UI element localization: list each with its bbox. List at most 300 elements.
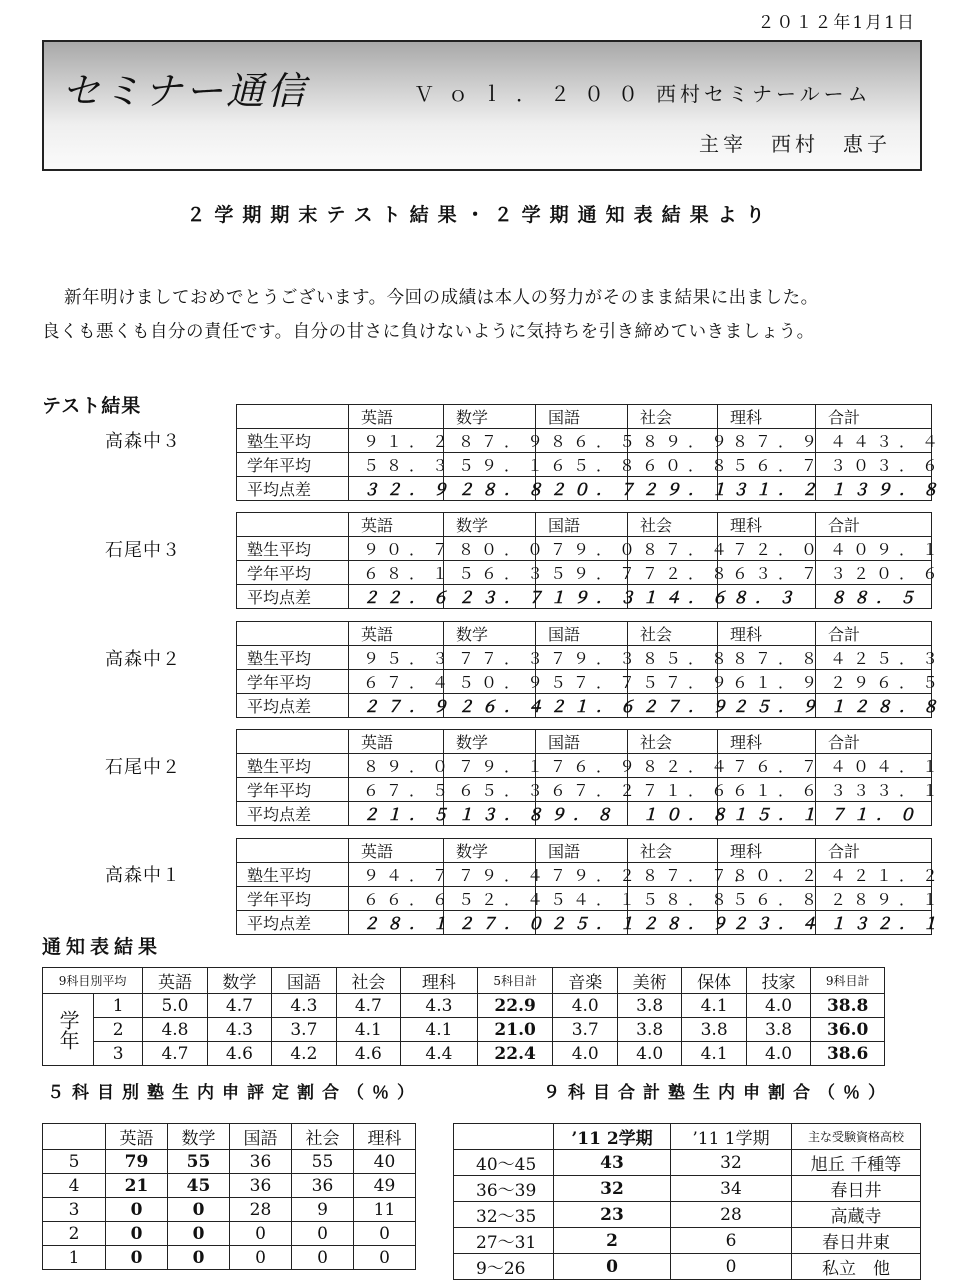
average-cell: 3.8	[617, 1018, 681, 1042]
previous-ratio: 6	[671, 1228, 792, 1254]
score-cell: ５８．３	[349, 453, 444, 477]
average-cell: 3.7	[272, 1018, 336, 1042]
school-name: 高森中１	[105, 865, 181, 886]
table-row	[43, 1174, 416, 1198]
score-cell: ８７．４	[628, 537, 718, 561]
score-cell: ７２．８	[628, 561, 718, 585]
report-column-header: 社会	[336, 968, 400, 994]
subject-header: 合計	[816, 513, 932, 537]
score-cell: ６６．６	[349, 887, 444, 911]
score-difference: ２７．０	[444, 911, 536, 935]
table-header-row	[237, 622, 932, 646]
table-row	[454, 1254, 921, 1280]
test-result-table	[236, 621, 946, 718]
ratio-cell: 45	[168, 1174, 230, 1198]
grade-number: 2	[94, 1018, 143, 1042]
score-cell: ８０．２	[718, 863, 816, 887]
report-column-header: 保体	[682, 968, 746, 994]
current-ratio: 0	[554, 1254, 671, 1280]
score-cell: ８９．０	[349, 754, 444, 778]
subject-header: 英語	[349, 622, 444, 646]
ratio-cell: 28	[230, 1198, 292, 1222]
average-cell: 36.0	[811, 1018, 885, 1042]
average-cell: 4.1	[682, 1042, 746, 1066]
score-difference: ９．８	[536, 802, 628, 826]
table-row	[43, 994, 885, 1018]
report-column-header: 美術	[617, 968, 681, 994]
score-difference: ３２．９	[349, 477, 444, 501]
subject-header: 理科	[718, 405, 816, 429]
average-cell: 4.1	[336, 1018, 400, 1042]
ratio9-column-header: ’11 2学期	[554, 1124, 671, 1150]
row-label: 学年平均	[237, 887, 349, 911]
target-school: 春日井東	[792, 1228, 921, 1254]
header-corner	[237, 513, 349, 537]
table-row	[454, 1176, 921, 1202]
average-cell: 4.7	[207, 994, 271, 1018]
headline: ２学期期末テスト結果・２学期通知表結果より	[186, 204, 774, 226]
school-name: 高森中２	[105, 649, 181, 670]
target-school: 私立 他	[792, 1254, 921, 1280]
row-label: 塾生平均	[237, 429, 349, 453]
table-header-row	[43, 968, 885, 994]
subject-header: 国語	[536, 839, 628, 863]
table-row	[237, 646, 932, 670]
score-cell: ６０．８	[628, 453, 718, 477]
average-cell: 4.4	[401, 1042, 478, 1066]
table-row	[237, 585, 932, 609]
average-cell: 3.8	[617, 994, 681, 1018]
score-cell: ６５．８	[536, 453, 628, 477]
score-cell: ９５．３	[349, 646, 444, 670]
report-column-header: 理科	[401, 968, 478, 994]
row-label: 塾生平均	[237, 646, 349, 670]
score-difference: ２８．１	[349, 911, 444, 935]
report-card-table	[42, 967, 885, 1066]
score-cell: ７２．０	[718, 537, 816, 561]
row-label: 学年平均	[237, 670, 349, 694]
rank-cell: 2	[43, 1222, 106, 1246]
score-difference: １９．３	[536, 585, 628, 609]
average-cell: 4.7	[336, 994, 400, 1018]
score-difference: ２１．５	[349, 802, 444, 826]
row-label: 塾生平均	[237, 754, 349, 778]
score-cell: ６３．７	[718, 561, 816, 585]
ratio-cell: 0	[230, 1246, 292, 1270]
average-cell: 22.9	[477, 994, 553, 1018]
score-cell: ８５．８	[628, 646, 718, 670]
score-cell: ２９６．５	[816, 670, 932, 694]
ratio5-table	[42, 1123, 416, 1270]
grade-label: 学年	[43, 994, 94, 1066]
subject-header: 合計	[816, 405, 932, 429]
test-results-heading: テスト結果	[42, 395, 142, 417]
table-row	[454, 1202, 921, 1228]
table-row	[237, 477, 932, 501]
table-row	[454, 1228, 921, 1254]
score-cell: ６７．５	[349, 778, 444, 802]
score-difference: ２３．７	[444, 585, 536, 609]
table-row	[237, 887, 932, 911]
grade-number: 3	[94, 1042, 143, 1066]
score-difference: ８８．５	[816, 585, 932, 609]
report-column-header: 国語	[272, 968, 336, 994]
score-cell: ８７．９	[718, 429, 816, 453]
average-cell: 4.3	[207, 1018, 271, 1042]
score-cell: ２８９．１	[816, 887, 932, 911]
score-difference: ２７．９	[349, 694, 444, 718]
table-header-row	[454, 1124, 921, 1150]
score-cell: ４４３．４	[816, 429, 932, 453]
score-cell: ７７．３	[444, 646, 536, 670]
table-row	[237, 429, 932, 453]
score-cell: ５７．７	[536, 670, 628, 694]
score-cell: ７９．３	[536, 646, 628, 670]
subject-header: 理科	[718, 839, 816, 863]
score-cell: ５４．１	[536, 887, 628, 911]
average-cell: 4.0	[553, 1042, 617, 1066]
ratio9-heading: ９科目合計塾生内申割合（％）	[543, 1083, 893, 1103]
subject-header: 合計	[816, 730, 932, 754]
ratio5-column-header: 社会	[292, 1124, 354, 1150]
score-difference: ２８．９	[628, 911, 718, 935]
score-difference: １３．８	[444, 802, 536, 826]
score-difference: ２５．９	[718, 694, 816, 718]
ratio9-column-header: 主な受験資格高校	[792, 1124, 921, 1150]
average-cell: 3.8	[746, 1018, 810, 1042]
score-range: 40～45	[454, 1150, 554, 1176]
report-column-header: 音楽	[553, 968, 617, 994]
ratio5-column-header: 理科	[354, 1124, 416, 1150]
table-row	[237, 561, 932, 585]
ratio-cell: 0	[354, 1246, 416, 1270]
ratio-cell: 0	[106, 1246, 168, 1270]
ratio-cell: 36	[230, 1150, 292, 1174]
score-cell: ８０．０	[444, 537, 536, 561]
subject-header: 国語	[536, 405, 628, 429]
subject-header: 数学	[444, 839, 536, 863]
average-cell: 4.2	[272, 1042, 336, 1066]
subject-header: 英語	[349, 730, 444, 754]
score-difference: １２８．８	[816, 694, 932, 718]
average-cell: 4.3	[272, 994, 336, 1018]
ratio-cell: 0	[354, 1222, 416, 1246]
average-cell: 4.0	[553, 994, 617, 1018]
score-cell: ３２０．６	[816, 561, 932, 585]
score-cell: ９０．７	[349, 537, 444, 561]
average-cell: 4.0	[617, 1042, 681, 1066]
score-cell: ６１．９	[718, 670, 816, 694]
subject-header: 国語	[536, 513, 628, 537]
table-row	[237, 802, 932, 826]
average-cell: 4.6	[207, 1042, 271, 1066]
average-cell: 3.8	[682, 1018, 746, 1042]
table-header-row	[237, 839, 932, 863]
score-difference: ２８．８	[444, 477, 536, 501]
report-column-header: 5科目計	[477, 968, 553, 994]
table-header-row	[237, 730, 932, 754]
average-cell: 3.7	[553, 1018, 617, 1042]
row-label: 平均点差	[237, 477, 349, 501]
score-range: 27～31	[454, 1228, 554, 1254]
school-name: 石尾中３	[105, 540, 181, 561]
average-cell: 38.8	[811, 994, 885, 1018]
score-cell: ７９．２	[536, 863, 628, 887]
rank-cell: 4	[43, 1174, 106, 1198]
score-cell: ６７．４	[349, 670, 444, 694]
row-label: 塾生平均	[237, 863, 349, 887]
score-range: 36～39	[454, 1176, 554, 1202]
subject-header: 合計	[816, 839, 932, 863]
subject-header: 国語	[536, 622, 628, 646]
score-cell: ５６．８	[718, 887, 816, 911]
score-cell: ８７．８	[718, 646, 816, 670]
target-school: 旭丘 千種等	[792, 1150, 921, 1176]
score-difference: ２７．９	[628, 694, 718, 718]
table-row	[237, 670, 932, 694]
table-row	[43, 1150, 416, 1174]
score-difference: ２２．６	[349, 585, 444, 609]
score-cell: ５６．３	[444, 561, 536, 585]
score-difference: ２１．６	[536, 694, 628, 718]
header-corner	[237, 405, 349, 429]
score-cell: ８２．４	[628, 754, 718, 778]
previous-ratio: 0	[671, 1254, 792, 1280]
school-name: 高森中３	[105, 431, 181, 452]
score-cell: ５９．７	[536, 561, 628, 585]
average-cell: 4.1	[682, 994, 746, 1018]
table-row	[237, 863, 932, 887]
previous-ratio: 28	[671, 1202, 792, 1228]
ratio-cell: 0	[168, 1198, 230, 1222]
ratio5-column-header: 数学	[168, 1124, 230, 1150]
ratio-cell: 0	[106, 1222, 168, 1246]
report-column-header: 技家	[746, 968, 810, 994]
target-school: 春日井	[792, 1176, 921, 1202]
ratio-cell: 9	[292, 1198, 354, 1222]
ratio-cell: 0	[230, 1222, 292, 1246]
subject-header: 数学	[444, 513, 536, 537]
average-cell: 4.3	[401, 994, 478, 1018]
newsletter-title: セミナー通信	[62, 69, 309, 113]
score-cell: ５６．７	[718, 453, 816, 477]
ratio5-column-header: 国語	[230, 1124, 292, 1150]
score-cell: ３０３．６	[816, 453, 932, 477]
score-difference: ２９．１	[628, 477, 718, 501]
subject-header: 理科	[718, 622, 816, 646]
average-cell: 4.6	[336, 1042, 400, 1066]
average-cell: 22.4	[477, 1042, 553, 1066]
report-corner: 9科目別平均	[43, 968, 143, 994]
table-row	[43, 1198, 416, 1222]
test-result-table	[236, 838, 946, 935]
ratio-cell: 0	[292, 1222, 354, 1246]
ratio5-corner	[43, 1124, 106, 1150]
subject-header: 数学	[444, 405, 536, 429]
average-cell: 4.1	[401, 1018, 478, 1042]
score-cell: ４２１．２	[816, 863, 932, 887]
score-difference: １３９．８	[816, 477, 932, 501]
ratio-cell: 55	[168, 1150, 230, 1174]
ratio-cell: 0	[168, 1222, 230, 1246]
ratio9-table	[453, 1123, 921, 1280]
score-cell: ８６．５	[536, 429, 628, 453]
current-ratio: 23	[554, 1202, 671, 1228]
score-difference: ７１．０	[816, 802, 932, 826]
row-label: 平均点差	[237, 802, 349, 826]
score-difference: ２５．１	[536, 911, 628, 935]
target-school: 高蔵寺	[792, 1202, 921, 1228]
report-column-header: 9科目計	[811, 968, 885, 994]
average-cell: 21.0	[477, 1018, 553, 1042]
score-cell: ５０．９	[444, 670, 536, 694]
ratio-cell: 0	[168, 1246, 230, 1270]
newsletter-header	[42, 40, 922, 171]
row-label: 学年平均	[237, 561, 349, 585]
score-cell: ５７．９	[628, 670, 718, 694]
table-row	[237, 778, 932, 802]
score-cell: ７１．６	[628, 778, 718, 802]
table-row	[237, 453, 932, 477]
table-row	[43, 1222, 416, 1246]
previous-ratio: 34	[671, 1176, 792, 1202]
score-cell: ５９．１	[444, 453, 536, 477]
row-label: 平均点差	[237, 585, 349, 609]
ratio-cell: 40	[354, 1150, 416, 1174]
subject-header: 理科	[718, 513, 816, 537]
score-cell: ３３３．１	[816, 778, 932, 802]
ratio-cell: 0	[106, 1198, 168, 1222]
ratio9-corner	[454, 1124, 554, 1150]
score-cell: ７６．９	[536, 754, 628, 778]
score-cell: ８９．９	[628, 429, 718, 453]
table-row	[237, 537, 932, 561]
subject-header: 社会	[628, 839, 718, 863]
ratio5-heading: ５科目別塾生内申評定割合（％）	[47, 1083, 422, 1103]
average-cell: 38.6	[811, 1042, 885, 1066]
report-card-heading: 通知表結果	[42, 936, 163, 958]
ratio-cell: 79	[106, 1150, 168, 1174]
score-cell: ７９．０	[536, 537, 628, 561]
ratio-cell: 55	[292, 1150, 354, 1174]
score-range: 9～26	[454, 1254, 554, 1280]
subject-header: 数学	[444, 622, 536, 646]
score-cell: ６１．６	[718, 778, 816, 802]
score-difference: ２６．４	[444, 694, 536, 718]
ratio5-column-header: 英語	[106, 1124, 168, 1150]
subject-header: 合計	[816, 622, 932, 646]
score-cell: ７６．７	[718, 754, 816, 778]
score-difference: １５．１	[718, 802, 816, 826]
score-cell: ６８．１	[349, 561, 444, 585]
subject-header: 英語	[349, 839, 444, 863]
score-cell: ８７．７．	[628, 863, 718, 887]
test-result-table	[236, 512, 946, 609]
subject-header: 英語	[349, 513, 444, 537]
intro-line-2: 良くも悪くも自分の責任です。自分の甘さに負けないように気持ちを引き締めていきましょう。	[42, 322, 815, 342]
row-label: 平均点差	[237, 911, 349, 935]
header-corner	[237, 839, 349, 863]
rank-cell: 1	[43, 1246, 106, 1270]
header-corner	[237, 730, 349, 754]
subject-header: 国語	[536, 730, 628, 754]
subject-header: 社会	[628, 622, 718, 646]
header-corner	[237, 622, 349, 646]
subject-header: 社会	[628, 405, 718, 429]
table-row	[43, 1042, 885, 1066]
volume-number: Ｖｏｌ．２００	[414, 82, 652, 106]
ratio-cell: 36	[230, 1174, 292, 1198]
ratio-cell: 21	[106, 1174, 168, 1198]
score-difference: １３２．１	[816, 911, 932, 935]
average-cell: 4.8	[143, 1018, 207, 1042]
table-row	[237, 754, 932, 778]
subject-header: 英語	[349, 405, 444, 429]
rank-cell: 3	[43, 1198, 106, 1222]
owner-name: 主宰 西村 恵子	[699, 132, 891, 156]
ratio9-column-header: ’11 1学期	[671, 1124, 792, 1150]
organization-name: 西村セミナールーム	[656, 82, 872, 106]
issue-date: ２０１２年1月1日	[757, 13, 916, 33]
score-cell: ４０９．１	[816, 537, 932, 561]
score-cell: ５８．８	[628, 887, 718, 911]
table-row	[454, 1150, 921, 1176]
subject-header: 数学	[444, 730, 536, 754]
subject-header: 理科	[718, 730, 816, 754]
score-cell: ８７．９	[444, 429, 536, 453]
previous-ratio: 32	[671, 1150, 792, 1176]
row-label: 塾生平均	[237, 537, 349, 561]
ratio-cell: 0	[292, 1246, 354, 1270]
table-row	[237, 694, 932, 718]
score-cell: ４２５．３	[816, 646, 932, 670]
score-difference: １０．８	[628, 802, 718, 826]
average-cell: 4.7	[143, 1042, 207, 1066]
school-name: 石尾中２	[105, 757, 181, 778]
report-column-header: 英語	[143, 968, 207, 994]
score-difference: ３１．２	[718, 477, 816, 501]
row-label: 学年平均	[237, 453, 349, 477]
average-cell: 5.0	[143, 994, 207, 1018]
table-header-row	[237, 405, 932, 429]
ratio-cell: 49	[354, 1174, 416, 1198]
ratio-cell: 11	[354, 1198, 416, 1222]
score-cell: ９１．２	[349, 429, 444, 453]
average-cell: 4.0	[746, 1042, 810, 1066]
table-row	[237, 911, 932, 935]
subject-header: 社会	[628, 513, 718, 537]
score-difference: ２０．７	[536, 477, 628, 501]
current-ratio: 43	[554, 1150, 671, 1176]
intro-line-1: 新年明けましておめでとうございます。今回の成績は本人の努力がそのまま結果に出ました。	[64, 288, 819, 308]
current-ratio: 32	[554, 1176, 671, 1202]
score-cell: ９４．７	[349, 863, 444, 887]
row-label: 学年平均	[237, 778, 349, 802]
score-cell: ５２．４	[444, 887, 536, 911]
test-result-table	[236, 404, 946, 501]
score-difference: ８．３	[718, 585, 816, 609]
score-cell: ４０４．１	[816, 754, 932, 778]
ratio-cell: 36	[292, 1174, 354, 1198]
report-column-header: 数学	[207, 968, 271, 994]
current-ratio: 2	[554, 1228, 671, 1254]
grade-number: 1	[94, 994, 143, 1018]
score-cell: ６５．３	[444, 778, 536, 802]
score-difference: ２３．４	[718, 911, 816, 935]
score-range: 32～35	[454, 1202, 554, 1228]
score-cell: ６７．２	[536, 778, 628, 802]
table-header-row	[43, 1124, 416, 1150]
